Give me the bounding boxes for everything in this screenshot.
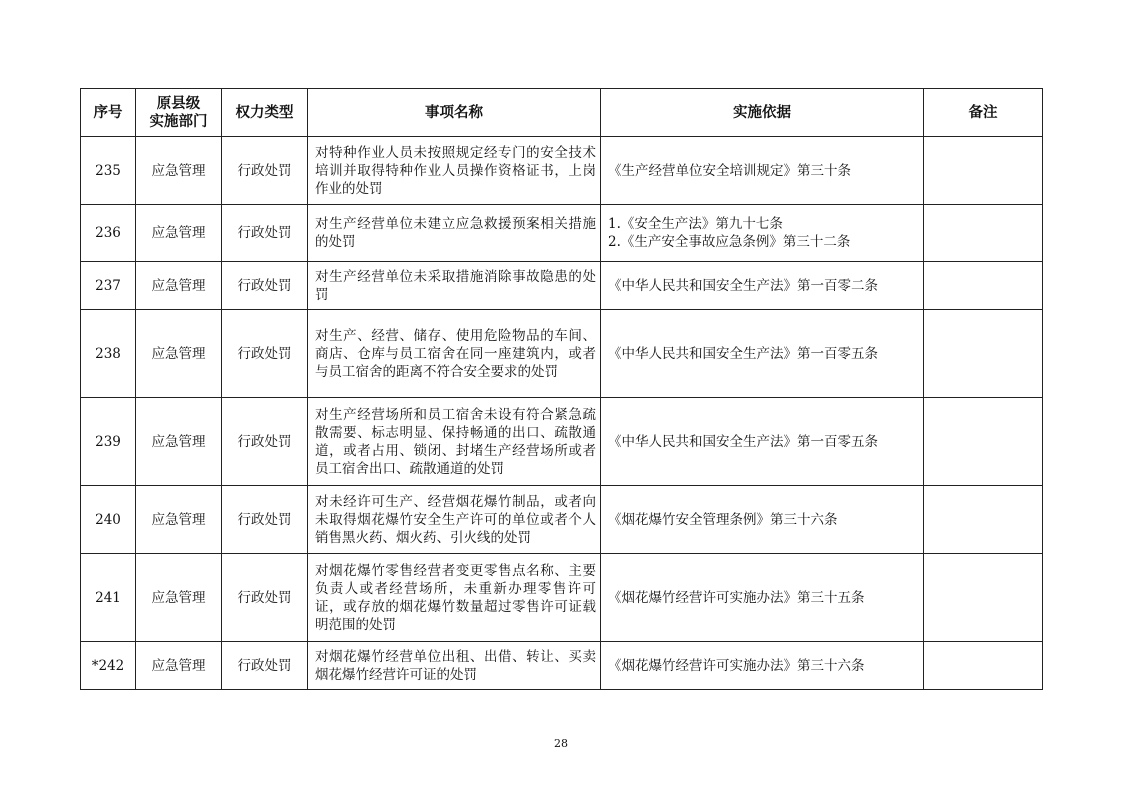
row-no: *242 (81, 642, 136, 690)
row-dept: 应急管理 (136, 642, 222, 690)
header-item-name: 事项名称 (308, 89, 601, 137)
row-dept: 应急管理 (136, 310, 222, 398)
row-basis (601, 554, 924, 642)
table-row (81, 486, 1043, 554)
row-power-type: 行政处罚 (222, 310, 308, 398)
table-row (81, 554, 1043, 642)
row-remark (924, 310, 1043, 398)
row-no: 237 (81, 262, 136, 310)
row-item-name: 对生产经营单位未采取措施消除事故隐患的处罚 (308, 262, 601, 310)
row-no: 239 (81, 398, 136, 486)
row-basis (601, 205, 924, 262)
row-remark (924, 137, 1043, 205)
page-number: 28 (554, 737, 568, 750)
table-row (81, 642, 1043, 690)
row-basis (601, 642, 924, 690)
row-no: 236 (81, 205, 136, 262)
row-dept: 应急管理 (136, 554, 222, 642)
header-dept-line1: 原县级 (156, 95, 201, 112)
row-power-type: 行政处罚 (222, 398, 308, 486)
row-remark (924, 642, 1043, 690)
row-item-name: 对特种作业人员未按照规定经专门的安全技术培训并取得特种作业人员操作资格证书，上岗作业的处罚 (308, 137, 601, 205)
table-body (81, 137, 1043, 690)
table-row (81, 262, 1043, 310)
row-power-type: 行政处罚 (222, 205, 308, 262)
row-dept: 应急管理 (136, 262, 222, 310)
row-dept: 应急管理 (136, 137, 222, 205)
table-header-row (81, 89, 1043, 137)
row-basis (601, 398, 924, 486)
table-row (81, 137, 1043, 205)
row-item-name: 对生产、经营、储存、使用危险物品的车间、商店、仓库与员工宿舍在同一座建筑内，或者与员工宿舍的距离不符合安全要求的处罚 (308, 310, 601, 398)
row-basis (601, 137, 924, 205)
table-row (81, 398, 1043, 486)
row-power-type: 行政处罚 (222, 262, 308, 310)
row-item-name: 对未经许可生产、经营烟花爆竹制品，或者向未取得烟花爆竹安全生产许可的单位或者个人销售黑火药、烟火药、引火线的处罚 (308, 486, 601, 554)
row-item-name: 对烟花爆竹零售经营者变更零售点名称、主要负责人或者经营场所，未重新办理零售许可证，或存放的烟花爆竹数量超过零售许可证载明范围的处罚 (308, 554, 601, 642)
basis-line: 《生产经营单位安全培训规定》第三十条 (608, 162, 851, 179)
row-power-type: 行政处罚 (222, 642, 308, 690)
row-item-name: 对生产经营场所和员工宿舍未设有符合紧急疏散需要、标志明显、保持畅通的出口、疏散通道，或者占用、锁闭、封堵生产经营场所或者员工宿舍出口、疏散通道的处罚 (308, 398, 601, 486)
basis-line: 《中华人民共和国安全生产法》第一百零五条 (608, 433, 878, 450)
header-basis: 实施依据 (601, 89, 924, 137)
row-remark (924, 398, 1043, 486)
basis-line: 2.《生产安全事故应急条例》第三十二条 (608, 234, 851, 250)
row-no: 238 (81, 310, 136, 398)
basis-line: 《中华人民共和国安全生产法》第一百零二条 (608, 277, 878, 294)
row-remark (924, 262, 1043, 310)
row-dept: 应急管理 (136, 398, 222, 486)
row-dept: 应急管理 (136, 205, 222, 262)
row-power-type: 行政处罚 (222, 137, 308, 205)
row-basis (601, 262, 924, 310)
header-dept-line2: 实施部门 (149, 113, 208, 130)
row-no: 235 (81, 137, 136, 205)
row-item-name: 对烟花爆竹经营单位出租、出借、转让、买卖烟花爆竹经营许可证的处罚 (308, 642, 601, 690)
header-no: 序号 (81, 89, 136, 137)
basis-line: 《烟花爆竹经营许可实施办法》第三十六条 (608, 657, 865, 674)
basis-line: 《中华人民共和国安全生产法》第一百零五条 (608, 345, 878, 362)
row-remark (924, 486, 1043, 554)
basis-line: 1.《安全生产法》第九十七条 (608, 216, 783, 232)
row-no: 241 (81, 554, 136, 642)
power-list-table (80, 88, 1043, 690)
row-power-type: 行政处罚 (222, 486, 308, 554)
basis-line: 《烟花爆竹安全管理条例》第三十六条 (608, 511, 838, 528)
row-power-type: 行政处罚 (222, 554, 308, 642)
row-basis (601, 486, 924, 554)
header-remark: 备注 (924, 89, 1043, 137)
row-no: 240 (81, 486, 136, 554)
table-row (81, 310, 1043, 398)
row-dept: 应急管理 (136, 486, 222, 554)
row-remark (924, 554, 1043, 642)
basis-line: 《烟花爆竹经营许可实施办法》第三十五条 (608, 589, 865, 606)
row-remark (924, 205, 1043, 262)
header-power-type: 权力类型 (222, 89, 308, 137)
table-row (81, 205, 1043, 262)
header-dept (136, 89, 222, 137)
row-item-name: 对生产经营单位未建立应急救援预案相关措施的处罚 (308, 205, 601, 262)
row-basis (601, 310, 924, 398)
